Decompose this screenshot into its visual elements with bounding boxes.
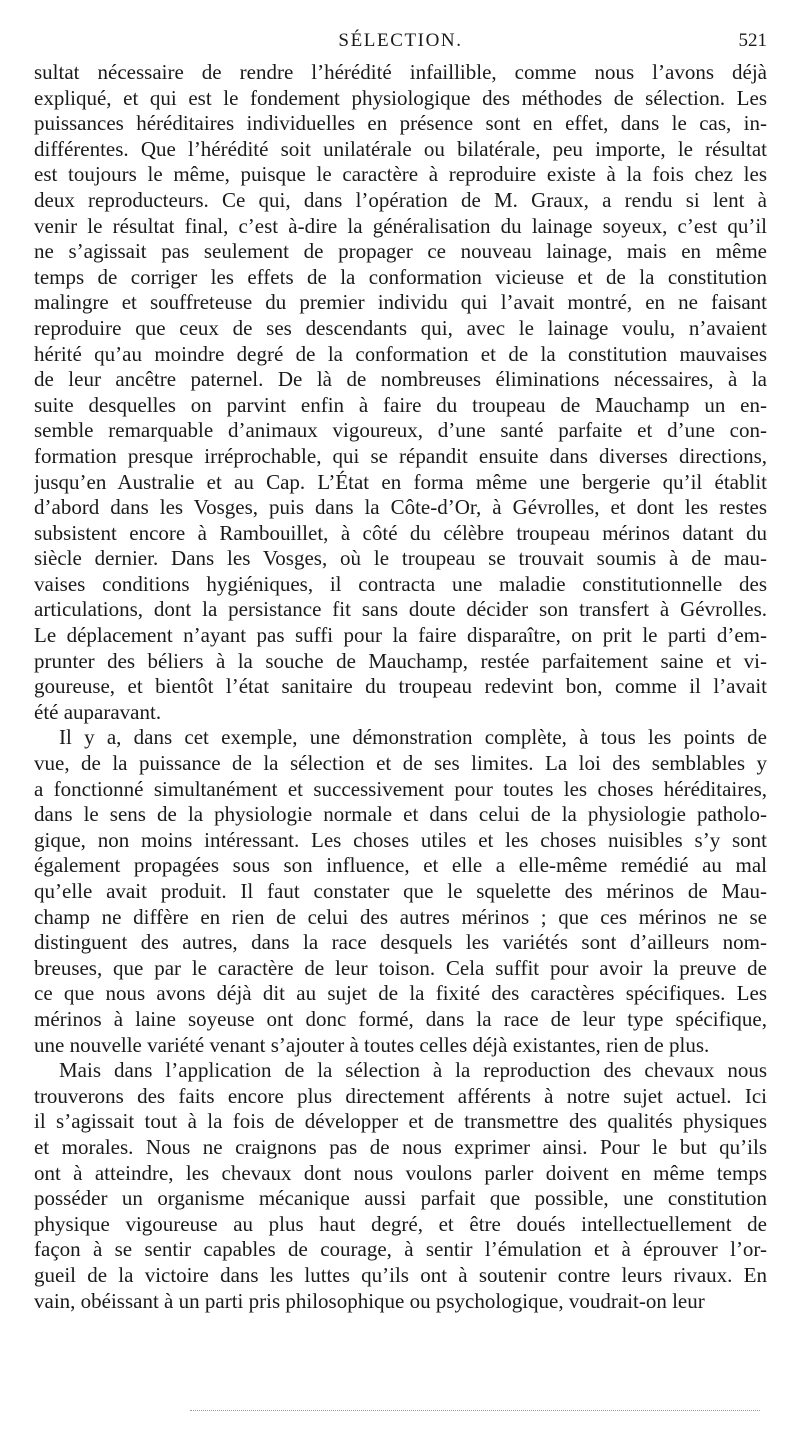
text-line: trouverons des faits encore plus directement afférents à notre sujet actuel. Ici	[34, 1083, 767, 1108]
text-line: ne s’agissait pas seulement de propager ce nouveau lainage, mais en même	[34, 239, 767, 264]
text-line: de leur ancêtre paternel. De là de nombreuses éliminations nécessaires, à la	[34, 367, 767, 392]
text-line: dans le sens de la physiologie normale et dans celui de la physiologie patholo-	[34, 802, 767, 827]
running-head	[34, 30, 767, 56]
text-line: breuses, que par le caractère de leur toison. Cela suffit pour avoir la preuve de	[34, 955, 767, 980]
text-line: mérinos à laine soyeuse ont donc formé, dans la race de leur type spécifique,	[34, 1006, 767, 1031]
text-line: deux reproducteurs. Ce qui, dans l’opération de M. Graux, a rendu si lent à	[34, 187, 767, 212]
text-line: reproduire que ceux de ses descendants qui, avec le lainage voulu, n’avaient	[34, 315, 767, 340]
text-line: physique vigoureuse au plus haut degré, et être doués intellectuellement de	[34, 1211, 767, 1236]
running-title: SÉLECTION.	[338, 30, 463, 51]
text-line: différentes. Que l’hérédité soit unilatérale ou bilatérale, peu importe, le résultat	[34, 136, 767, 161]
text-line: qu’elle avait produit. Il faut constater que le squelette des mérinos de Mau-	[34, 879, 767, 903]
text-line: semble remarquable d’animaux vigoureux, d’une santé parfaite et d’une con-	[34, 418, 767, 443]
text-line: ce que nous avons déjà dit au sujet de la fixité des caractères spécifiques. Les	[34, 981, 767, 1006]
text-line: jusqu’en Australie et au Cap. L’État en forma même une bergerie qu’il établit	[34, 469, 767, 494]
body-text	[34, 60, 767, 1314]
text-line: gique, non moins intéressant. Les choses utiles et les choses nuisibles s’y sont	[34, 827, 767, 852]
text-line: suite desquelles on parvint enfin à faire du troupeau de Mauchamp un en-	[34, 392, 767, 417]
text-line: venir le résultat final, c’est à-dire la généralisation du lainage soyeux, c’est qu’il	[34, 213, 767, 238]
text-line: Le déplacement n’ayant pas suffi pour la faire disparaître, on prit le parti d’em-	[34, 623, 767, 648]
text-line: puissances héréditaires individuelles en présence sont en effet, dans le cas, in-	[34, 111, 767, 136]
text-line: d’abord dans les Vosges, puis dans la Côte-d’Or, à Gévrolles, et dont les restes	[34, 495, 767, 520]
text-line: hérité qu’au moindre degré de la conformation et de la constitution mauvaises	[34, 341, 767, 366]
text-line: vain, obéissant à un parti pris philosophique ou psychologique, voudrait-on leur	[34, 1288, 705, 1313]
text-line: Il y a, dans cet exemple, une démonstration complète, à tous les points de	[59, 725, 767, 750]
text-line: été auparavant.	[34, 699, 162, 724]
bottom-rule	[190, 1410, 760, 1411]
text-line: il s’agissait tout à la fois de développer et de transmettre des qualités physiques	[34, 1109, 767, 1134]
text-line: distinguent des autres, dans la race desquels les variétés sont d’ailleurs nom-	[34, 930, 767, 955]
text-line: articulations, dont la persistance fit sans doute décider son transfert à Gévrolles.	[34, 597, 767, 622]
text-line: a fonctionné simultanément et successivement pour toutes les choses héréditaires,	[34, 776, 767, 801]
text-line: champ ne diffère en rien de celui des autres mérinos ; que ces mérinos ne se	[34, 904, 767, 929]
text-line: façon à se sentir capables de courage, à sentir l’émulation et à éprouver l’or-	[34, 1237, 767, 1262]
text-line: vaises conditions hygiéniques, il contracta une maladie constitutionnelle des	[34, 571, 767, 596]
text-line: vue, de la puissance de la sélection et de ses limites. La loi des semblables y	[34, 751, 767, 776]
text-line: subsistent encore à Rambouillet, à côté du célèbre troupeau mérinos datant du	[34, 520, 767, 545]
text-line: est toujours le même, puisque le caractère à reproduire existe à la fois chez les	[34, 162, 767, 187]
text-line: goureuse, et bientôt l’état sanitaire du troupeau redevint bon, comme il l’avait	[34, 674, 767, 699]
text-line: expliqué, et qui est le fondement physiologique des méthodes de sélection. Les	[34, 85, 767, 110]
book-page	[34, 30, 767, 1314]
text-line: malingre et souffreteuse du premier individu qui l’avait montré, en ne faisant	[34, 290, 767, 315]
text-line: formation presque irréprochable, qui se répandit ensuite dans diverses directions,	[34, 443, 767, 468]
text-line: ont à atteindre, les chevaux dont nous voulons parler doivent en même temps	[34, 1160, 767, 1185]
page-number: 521	[738, 30, 767, 51]
text-line: prunter des béliers à la souche de Mauchamp, restée parfaitement saine et vi-	[34, 648, 767, 673]
text-line: gueil de la victoire dans les luttes qu’ils ont à soutenir contre leurs rivaux. En	[34, 1262, 767, 1287]
text-line: siècle dernier. Dans les Vosges, où le troupeau se trouvait soumis à de mau-	[34, 546, 767, 571]
text-line: une nouvelle variété venant s’ajouter à toutes celles déjà existantes, rien de plus.	[34, 1032, 710, 1057]
text-line: temps de corriger les effets de la conformation vicieuse et de la constitution	[34, 264, 767, 289]
text-line: posséder un organisme mécanique aussi parfait que possible, une constitution	[34, 1186, 767, 1211]
text-line: sultat nécessaire de rendre l’hérédité infaillible, comme nous l’avons déjà	[34, 60, 767, 84]
text-line: également propagées sous son influence, et elle a elle-même remédié au mal	[34, 853, 767, 878]
text-line: Mais dans l’application de la sélection à la reproduction des chevaux nous	[59, 1058, 767, 1083]
text-line: et morales. Nous ne craignons pas de nous exprimer ainsi. Pour le but qu’ils	[34, 1134, 767, 1159]
